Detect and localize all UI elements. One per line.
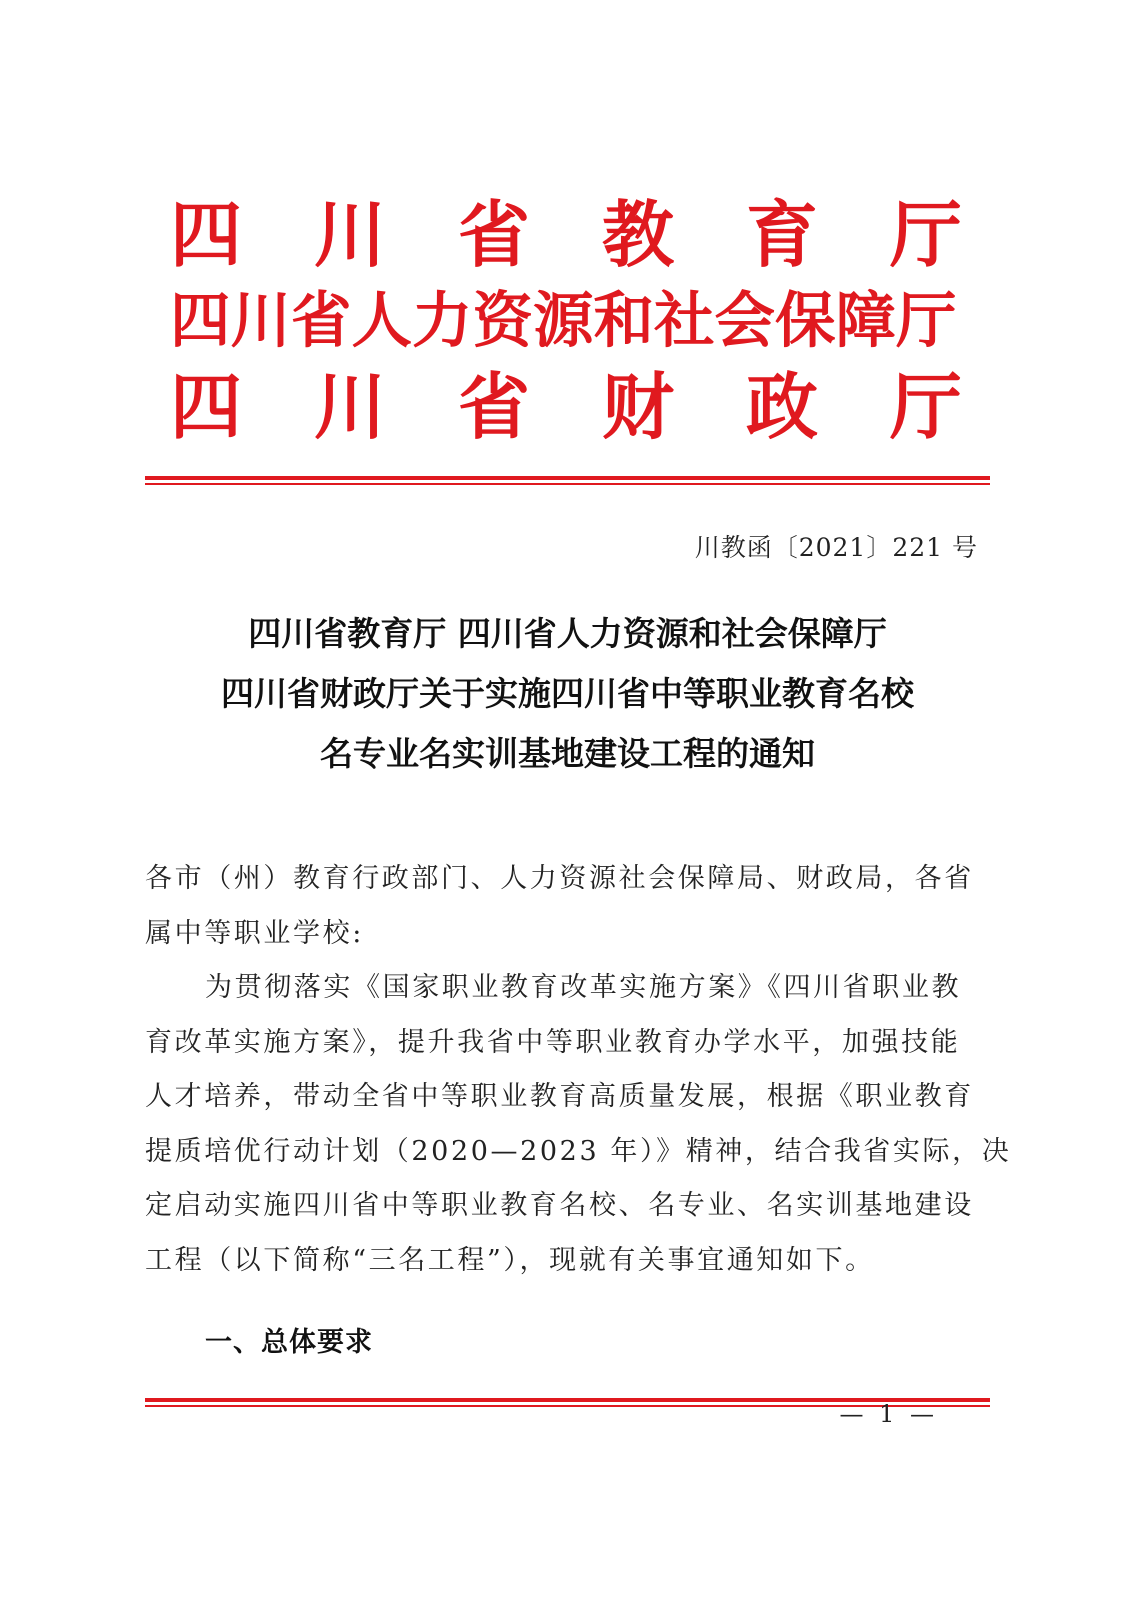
masthead-char: 厅 [889, 192, 962, 277]
masthead-line-finance [170, 364, 962, 450]
page-number: — 1 — [839, 1400, 938, 1428]
title-line: 名专业名实训基地建设工程的通知 [320, 734, 815, 773]
masthead-char: 川 [313, 192, 386, 277]
masthead-char: 四 [170, 364, 243, 449]
masthead-char: 财 [601, 364, 674, 449]
masthead-char: 政 [745, 364, 818, 449]
masthead-char: 省 [457, 364, 530, 449]
red-separator-top [145, 476, 990, 485]
document-number: 川教函〔2021〕221 号 [694, 533, 978, 562]
masthead-char: 厅 [889, 364, 962, 449]
paragraph-line: 为贯彻落实《国家职业教育改革实施方案》《四川省职业教 [205, 972, 962, 1003]
masthead-char: 四 [170, 192, 243, 277]
masthead-line-hrss [170, 278, 962, 364]
masthead-text: 四川省人力资源和社会保障厅 [170, 285, 957, 356]
salutation-line: 属中等职业学校: [145, 917, 364, 949]
paragraph-line: 提质培优行动计划（2020—2023 年）》精神，结合我省实际，决 [145, 1135, 1012, 1167]
paragraph-line: 育改革实施方案》，提升我省中等职业教育办学水平，加强技能 [145, 1026, 961, 1058]
red-masthead [170, 192, 962, 450]
paragraph-line: 工程（以下简称“三名工程”），现就有关事宜通知如下。 [145, 1244, 875, 1276]
masthead-char: 教 [601, 192, 674, 277]
document-title [145, 604, 990, 784]
document-body [145, 852, 1012, 1288]
salutation-line: 各市（州）教育行政部门、人力资源社会保障局、财政局，各省 [145, 863, 974, 894]
masthead-line-education [170, 192, 962, 278]
paragraph-line: 人才培养，带动全省中等职业教育高质量发展，根据《职业教育 [145, 1081, 974, 1112]
paragraph-line: 定启动实施四川省中等职业教育名校、名专业、名实训基地建设 [145, 1190, 974, 1221]
title-line: 四川省教育厅 四川省人力资源和社会保障厅 [248, 614, 887, 653]
masthead-char: 川 [313, 364, 386, 449]
section-heading: 一、总体要求 [205, 1327, 373, 1358]
rule-thick [145, 476, 990, 480]
masthead-char: 育 [745, 192, 818, 277]
masthead-char: 省 [457, 192, 530, 277]
title-line: 四川省财政厅关于实施四川省中等职业教育名校 [221, 674, 914, 713]
rule-thin [145, 483, 990, 485]
